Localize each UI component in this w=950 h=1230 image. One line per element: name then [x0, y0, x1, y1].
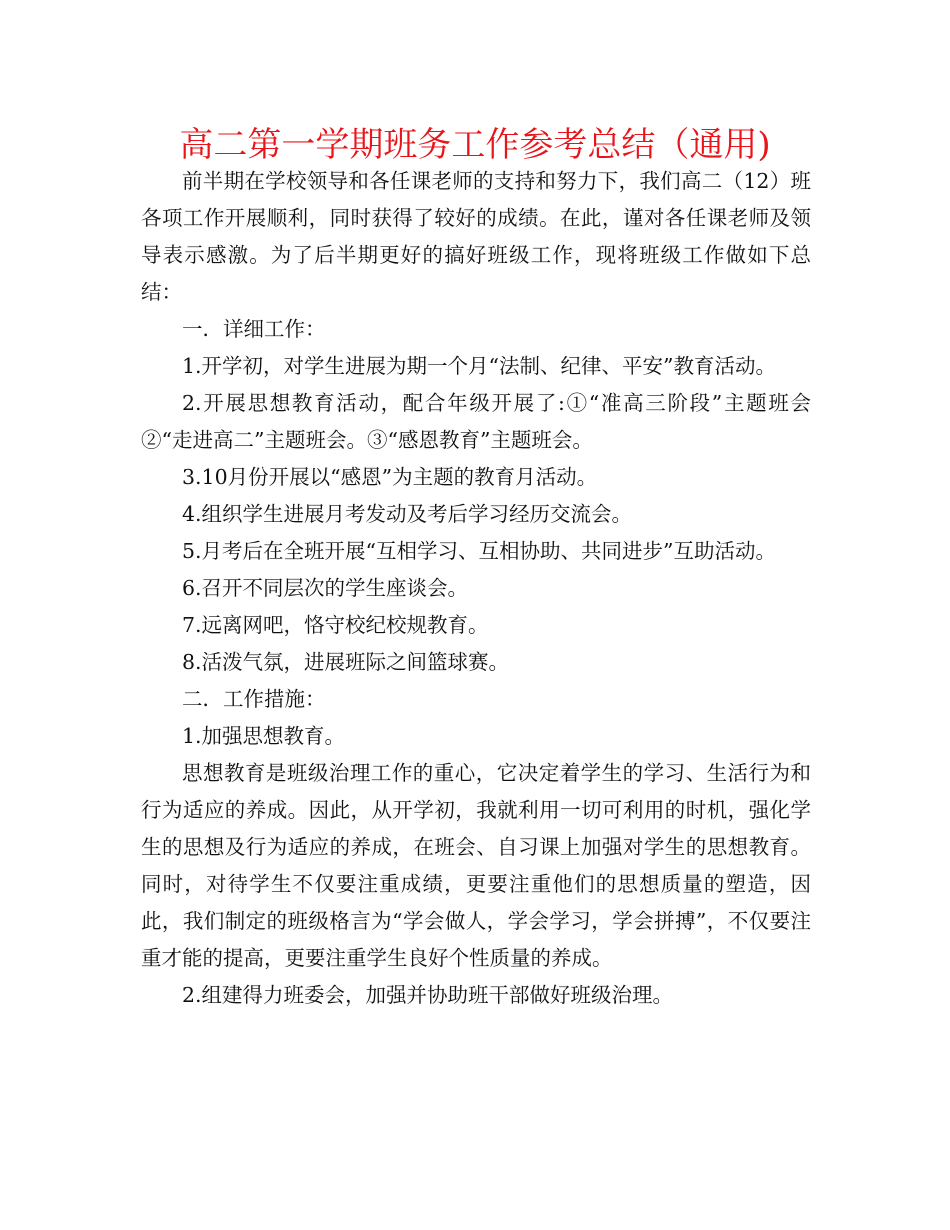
list-item-5: 5.月考后在全班开展“互相学习、互相协助、共同进步”互助活动。 [182, 539, 777, 563]
list-item-1: 1.开学初，对学生进展为期一个月“法制、纪律、平安”教育活动。 [182, 354, 777, 378]
list-item-7: 7.远离网吧，恪守校纪校规教育。 [182, 613, 489, 637]
document-title: 高二第一学期班务工作参考总结（通用) [179, 125, 771, 165]
section-heading-work: 一．详细工作： [182, 317, 326, 341]
list-item-8: 8.活泼气氛，进展班际之间篮球赛。 [182, 650, 510, 674]
list-item-2: 2.开展思想教育活动，配合年级开展了:①“准高三阶段”主题班会②“走进高二”主题班会。③“感恩教育”主题班会。 [141, 391, 811, 452]
list-item-3: 3.10月份开展以“感恩”为主题的教育月活动。 [182, 465, 598, 489]
list-item-4: 4.组织学生进展月考发动及考后学习经历交流会。 [182, 502, 633, 526]
paragraph-intro: 前半期在学校领导和各任课老师的支持和努力下，我们高二（12）班各项工作开展顺利，同时获得了较好的成绩。在此，谨对各任课老师及领导表示感激。为了后半期更好的搞好班级工作，现将班级工作做如下总结： [141, 169, 811, 304]
measure-item-1: 1.加强思想教育。 [182, 724, 346, 748]
section-heading-measures: 二．工作措施： [182, 687, 326, 711]
list-item-6: 6.召开不同层次的学生座谈会。 [182, 576, 469, 600]
paragraph-thought-education: 思想教育是班级治理工作的重心，它决定着学生的学习、生活行为和行为适应的养成。因此，从开学初，我就利用一切可利用的时机，强化学生的思想及行为适应的养成，在班会、自习课上加强对学生的思想教育。同时，对待学生不仅要注重成绩，更要注重他们的思想质量的塑造，因此，我们制定的班级格言为“学会做人，学会学习，学会拼搏”，不仅要注重才能的提高，更要注重学生良好个性质量的养成。 [141, 761, 811, 970]
measure-item-2: 2.组建得力班委会，加强并协助班干部做好班级治理。 [182, 983, 674, 1007]
document-body [141, 163, 811, 1014]
